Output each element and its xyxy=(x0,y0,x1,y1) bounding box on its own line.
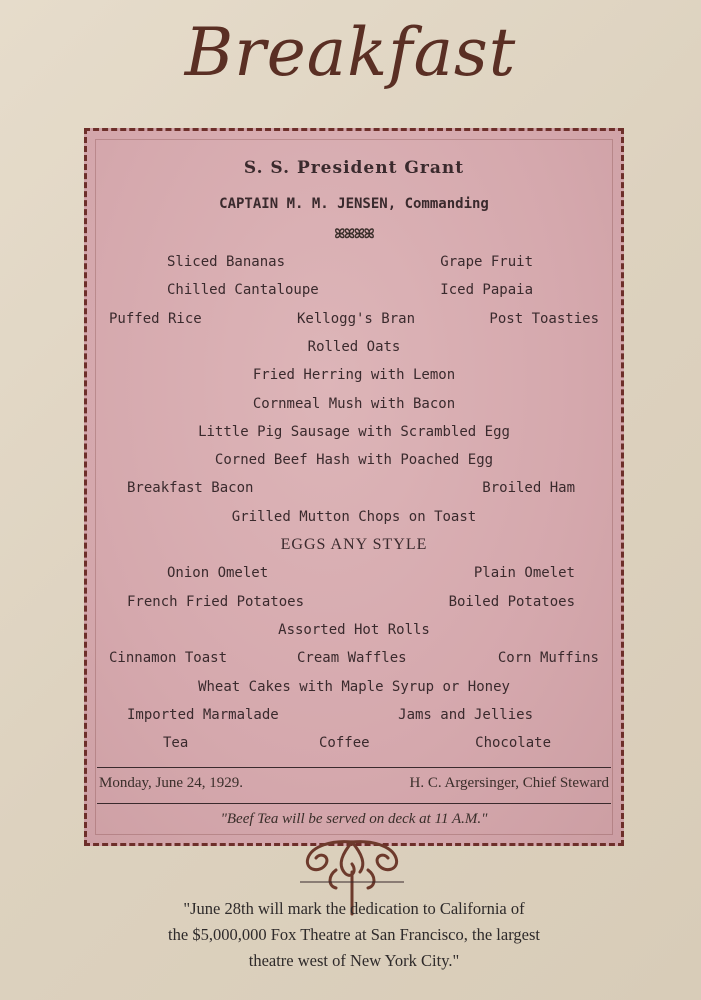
menu-row xyxy=(87,449,621,471)
menu-item: Tea xyxy=(163,735,189,752)
menu-item: Jams and Jellies xyxy=(398,706,533,723)
menu-item: Cornmeal Mush with Bacon xyxy=(252,395,456,412)
footer-rule-top xyxy=(97,767,611,768)
menu-row xyxy=(87,647,621,669)
dedication-line-2: the $5,000,000 Fox Theatre at San Francisco, the largest xyxy=(168,925,540,944)
menu-item: Fried Herring with Lemon xyxy=(252,367,456,384)
beef-tea-note: "Beef Tea will be served on deck at 11 A.M." xyxy=(220,811,488,827)
menu-item: Chocolate xyxy=(475,735,551,752)
menu-item: Cream Waffles xyxy=(297,650,407,667)
menu-row xyxy=(87,506,621,528)
dedication-line-3: theatre west of New York City." xyxy=(248,951,460,970)
menu-row xyxy=(87,308,621,330)
menu-item: French Fried Potatoes xyxy=(127,593,305,610)
ornament-divider: ꕤꕤꕤꕤ xyxy=(334,226,374,241)
menu-row xyxy=(87,676,621,698)
menu-item: Breakfast Bacon xyxy=(127,480,254,497)
menu-row xyxy=(87,534,621,556)
footer-rule-bottom xyxy=(97,803,611,804)
chief-steward: H. C. Argersinger, Chief Steward xyxy=(409,775,609,791)
menu-item: Chilled Cantaloupe xyxy=(167,282,319,299)
menu-card xyxy=(84,128,624,846)
menu-item: Wheat Cakes with Maple Syrup or Honey xyxy=(198,678,510,695)
menu-row xyxy=(87,704,621,726)
menu-row xyxy=(87,279,621,301)
ship-name: S. S. President Grant xyxy=(243,158,465,178)
menu-row xyxy=(87,477,621,499)
menu-item: Little Pig Sausage with Scrambled Egg xyxy=(198,423,510,440)
menu-item: Iced Papaia xyxy=(440,282,533,299)
captain-line: CAPTAIN M. M. JENSEN, Commanding xyxy=(219,196,489,212)
menu-item: Assorted Hot Rolls xyxy=(278,621,430,638)
page-title: Breakfast xyxy=(184,14,517,91)
menu-item: Puffed Rice xyxy=(109,310,202,327)
menu-item: Grape Fruit xyxy=(440,254,533,270)
menu-row xyxy=(87,336,621,358)
menu-item: Coffee xyxy=(319,735,370,752)
menu-item: Rolled Oats xyxy=(307,338,401,355)
menu-item: Corned Beef Hash with Poached Egg xyxy=(214,452,494,469)
menu-item: Imported Marmalade xyxy=(127,706,279,723)
menu-row xyxy=(87,562,621,584)
menu-item: Boiled Potatoes xyxy=(448,593,575,610)
menu-item: Cinnamon Toast xyxy=(109,650,228,667)
menu-row xyxy=(87,619,621,641)
menu-item: EGGS ANY STYLE xyxy=(280,536,428,553)
menu-row xyxy=(87,251,621,273)
dedication-line-1: "June 28th will mark the dedication to California of xyxy=(183,899,525,918)
menu-date: Monday, June 24, 1929. xyxy=(99,775,244,791)
dedication-text xyxy=(114,896,594,974)
menu-row xyxy=(87,421,621,443)
menu-item: Onion Omelet xyxy=(167,565,269,582)
menu-row xyxy=(87,393,621,415)
menu-item: Post Toasties xyxy=(489,310,599,327)
menu-row xyxy=(87,732,621,754)
menu-item: Plain Omelet xyxy=(473,565,575,582)
menu-item: Grilled Mutton Chops on Toast xyxy=(231,508,477,525)
menu-item: Sliced Bananas xyxy=(167,254,286,270)
menu-row xyxy=(87,591,621,613)
menu-item: Corn Muffins xyxy=(497,650,599,667)
menu-item: Kellogg's Bran xyxy=(297,310,416,327)
menu-item: Broiled Ham xyxy=(482,480,575,497)
menu-row xyxy=(87,364,621,386)
